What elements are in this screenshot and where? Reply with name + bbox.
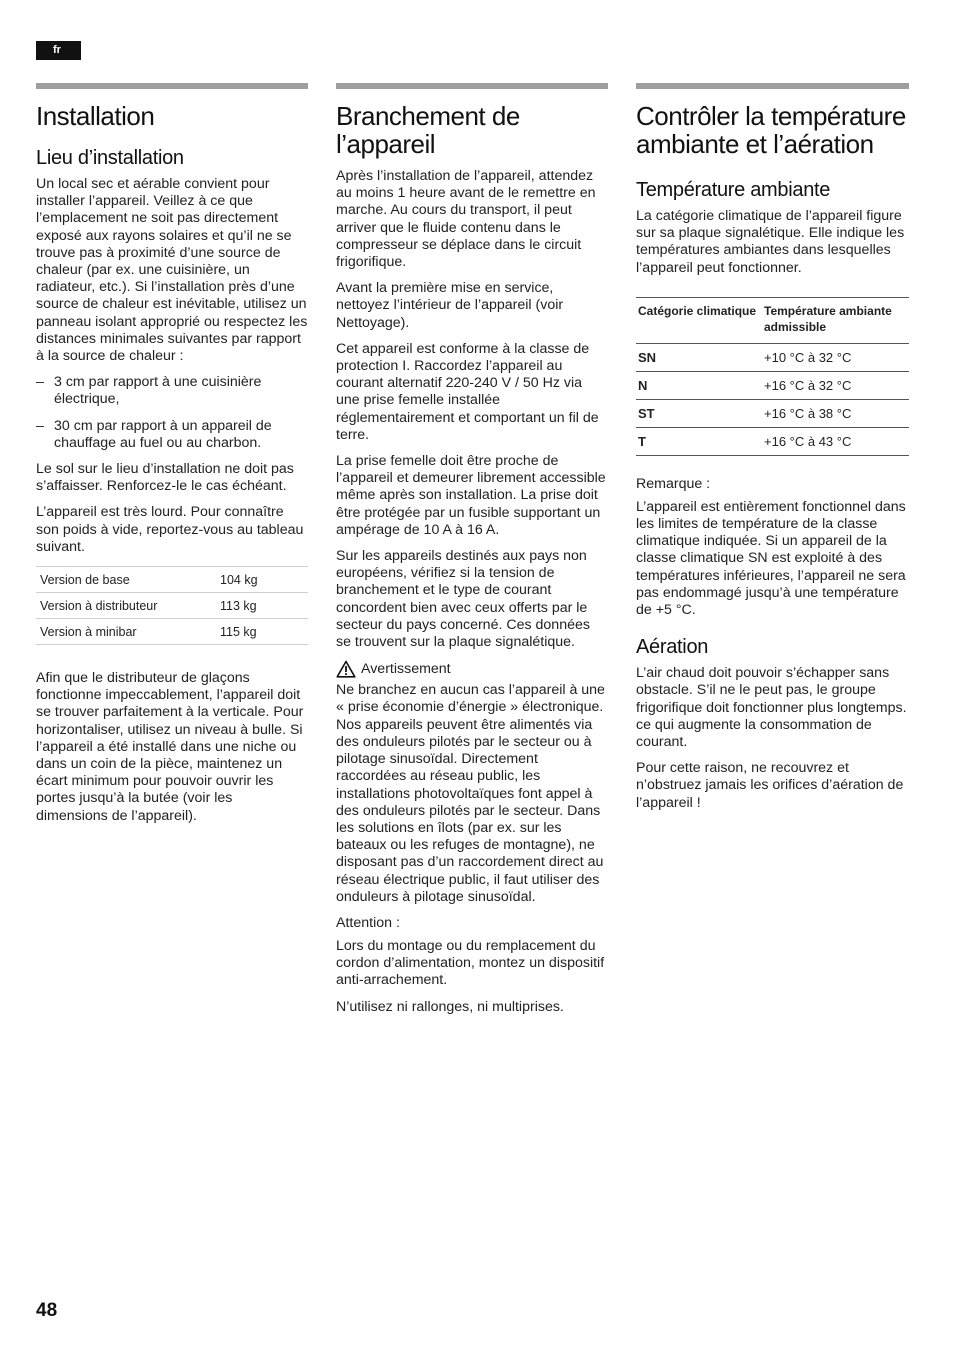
subsection-title: Température ambiante: [636, 179, 831, 201]
paragraph: Un local sec et aérable convient pour installer l’appareil. Veillez à ce que l’emplacement ne soit pas directement exposé aux rayons solaires et qu’il ne se trouve pas à proximité d’une source de chaleur (par ex. une cuisinière, un radiateur, etc.). Si l’installation près d’une source de chaleur est inévitable, utilisez un panneau isolant approprié ou respectez les distances minimales suivantes par rapport à la source de chaleur :: [36, 176, 308, 365]
table-cell-label: Version à distributeur: [36, 593, 220, 619]
language-tag: fr: [36, 41, 81, 60]
dash-bullet: –: [36, 417, 44, 434]
table-cell-label: Version à minibar: [36, 619, 220, 645]
table-header-row: [636, 297, 909, 343]
table-row: [36, 619, 308, 645]
paragraph: Afin que le distributeur de glaçons fonctionne impeccablement, l’appareil doit se trouver parfaitement à la verticale. Pour horizontaliser, utilisez un niveau à bulle. Si l’appareil a été installé dans une niche ou dans un coin de la pièce, maintenez un écart minimum pour pouvoir ouvrir les portes jusqu’à la butée (voir les dimensions de l’appareil).: [36, 670, 304, 824]
table-row: [636, 371, 909, 399]
paragraph: Cet appareil est conforme à la classe de protection I. Raccordez l’appareil au courant alternatif 220-240 V / 50 Hz via une prise femelle installée réglementairement et comportant un fil de terre.: [336, 340, 599, 443]
table-header-temperature: Température ambiante admissible: [762, 297, 909, 343]
table-header-category: Catégorie climatique: [636, 297, 762, 343]
table-cell-category: T: [636, 427, 762, 455]
table-cell-category: SN: [636, 343, 762, 371]
paragraph: Le sol sur le lieu d’installation ne doit pas s’affaisser. Renforcez-le le cas échéant.: [36, 461, 294, 495]
section-title: Contrôler la température ambiante et l’aération: [636, 101, 906, 159]
list-item: [36, 374, 308, 408]
table-row: [636, 427, 909, 455]
section-title: Branchement de l’appareil: [336, 101, 520, 159]
subsection-title: Aération: [636, 636, 709, 659]
section-title: Installation: [36, 101, 155, 131]
paragraph: La catégorie climatique de l’appareil figure sur sa plaque signalétique. Elle indique les températures ambiantes dans lesquelles l’appareil peut fonctionner.: [636, 208, 905, 276]
table-row: [36, 567, 308, 593]
paragraph: Avant la première mise en service, nettoyez l’intérieur de l’appareil (voir Nettoyage).: [336, 280, 564, 331]
warning-label: Avertissement: [361, 660, 451, 677]
list-item-text: 30 cm par rapport à un appareil de chauffage au fuel ou au charbon.: [54, 417, 272, 451]
paragraph: L’air chaud doit pouvoir s’échapper sans obstacle. S’il ne le peut pas, le groupe frigorifique doit fonctionner plus longtemps. ce qui augmente la consommation de courant.: [636, 665, 907, 751]
dash-bullet: –: [36, 374, 44, 391]
paragraph: La prise femelle doit être proche de l’appareil et demeurer librement accessible même après son installation. La prise doit être protégée par un fusible supportant un ampérage de 10 A à 16 A.: [336, 453, 606, 538]
table-cell-category: N: [636, 371, 762, 399]
paragraph: N’utilisez ni rallonges, ni multiprises.: [336, 998, 564, 1015]
list-item-text: 3 cm par rapport à une cuisinière électrique,: [54, 374, 262, 408]
table-cell-temperature: +10 °C à 32 °C: [762, 343, 909, 371]
table-cell-value: 115 kg: [220, 619, 308, 645]
table-cell-value: 113 kg: [220, 593, 308, 619]
column-branchement: [336, 83, 608, 1025]
remark-label: Remarque :: [636, 475, 711, 492]
paragraph: L’appareil est entièrement fonctionnel dans les limites de température de la classe climatique indiquée. Si un appareil de la classe climatique SN est exploité à des températures inférieures, l’appareil ne sera pas endommagé jusqu’à une température de +5 °C.: [636, 498, 906, 619]
table-cell-value: 104 kg: [220, 567, 308, 593]
table-cell-temperature: +16 °C à 38 °C: [762, 399, 909, 427]
section-rule: [336, 83, 608, 89]
warning-heading: [336, 660, 608, 678]
table-row: [36, 593, 308, 619]
table-row: [636, 343, 909, 371]
column-installation: [36, 83, 308, 834]
paragraph: Ne branchez en aucun cas l’appareil à une « prise économie d’énergie » électronique. Nos appareils peuvent être alimentés via des onduleurs pilotés par le secteur ou à pilotage sinusoïdal. Directement raccordées au réseau public, les installations photovoltaïques font appel à des onduleurs pilotés par le secteur. Dans les solutions en îlots (par ex. sur les bateaux ou les refuges de montagne), ne disposant pas d’un raccordement direct au réseau électrique public, il faut utiliser des onduleurs à pilotage sinusoïdal.: [336, 682, 605, 905]
warning-triangle-icon: [336, 660, 356, 678]
table-cell-temperature: +16 °C à 32 °C: [762, 371, 909, 399]
weight-table: [36, 566, 308, 645]
table-cell-label: Version de base: [36, 567, 220, 593]
paragraph: Après l’installation de l’appareil, attendez au moins 1 heure avant de le remettre en marche. Au cours du transport, il peut arriver que le fluide contenu dans le compresseur se déplace dans le circuit frigorifique.: [336, 168, 596, 271]
attention-label: Attention :: [336, 914, 400, 931]
subsection-title: Lieu d’installation: [36, 147, 184, 169]
table-cell-category: ST: [636, 399, 762, 427]
paragraph: L’appareil est très lourd. Pour connaître son poids à vide, reportez-vous au tableau suivant.: [36, 504, 304, 555]
table-cell-temperature: +16 °C à 43 °C: [762, 427, 909, 455]
column-temperature: [636, 83, 909, 821]
list-item: [36, 418, 308, 452]
section-rule: [636, 83, 909, 89]
paragraph: Lors du montage ou du remplacement du cordon d’alimentation, montez un dispositif anti-arrachement.: [336, 937, 605, 989]
paragraph: Sur les appareils destinés aux pays non européens, vérifiez si la tension de branchement et le type de courant concordent bien avec ceux offerts par le secteur du pays concerné. Ces données se trouvent sur la plaque signalétique.: [336, 548, 590, 651]
table-row: [636, 399, 909, 427]
paragraph: Pour cette raison, ne recouvrez et n’obstruez jamais les orifices d’aération de l’appareil !: [636, 760, 904, 811]
page-number: 48: [36, 1300, 58, 1321]
climate-table: [636, 297, 909, 456]
section-rule: [36, 83, 308, 89]
